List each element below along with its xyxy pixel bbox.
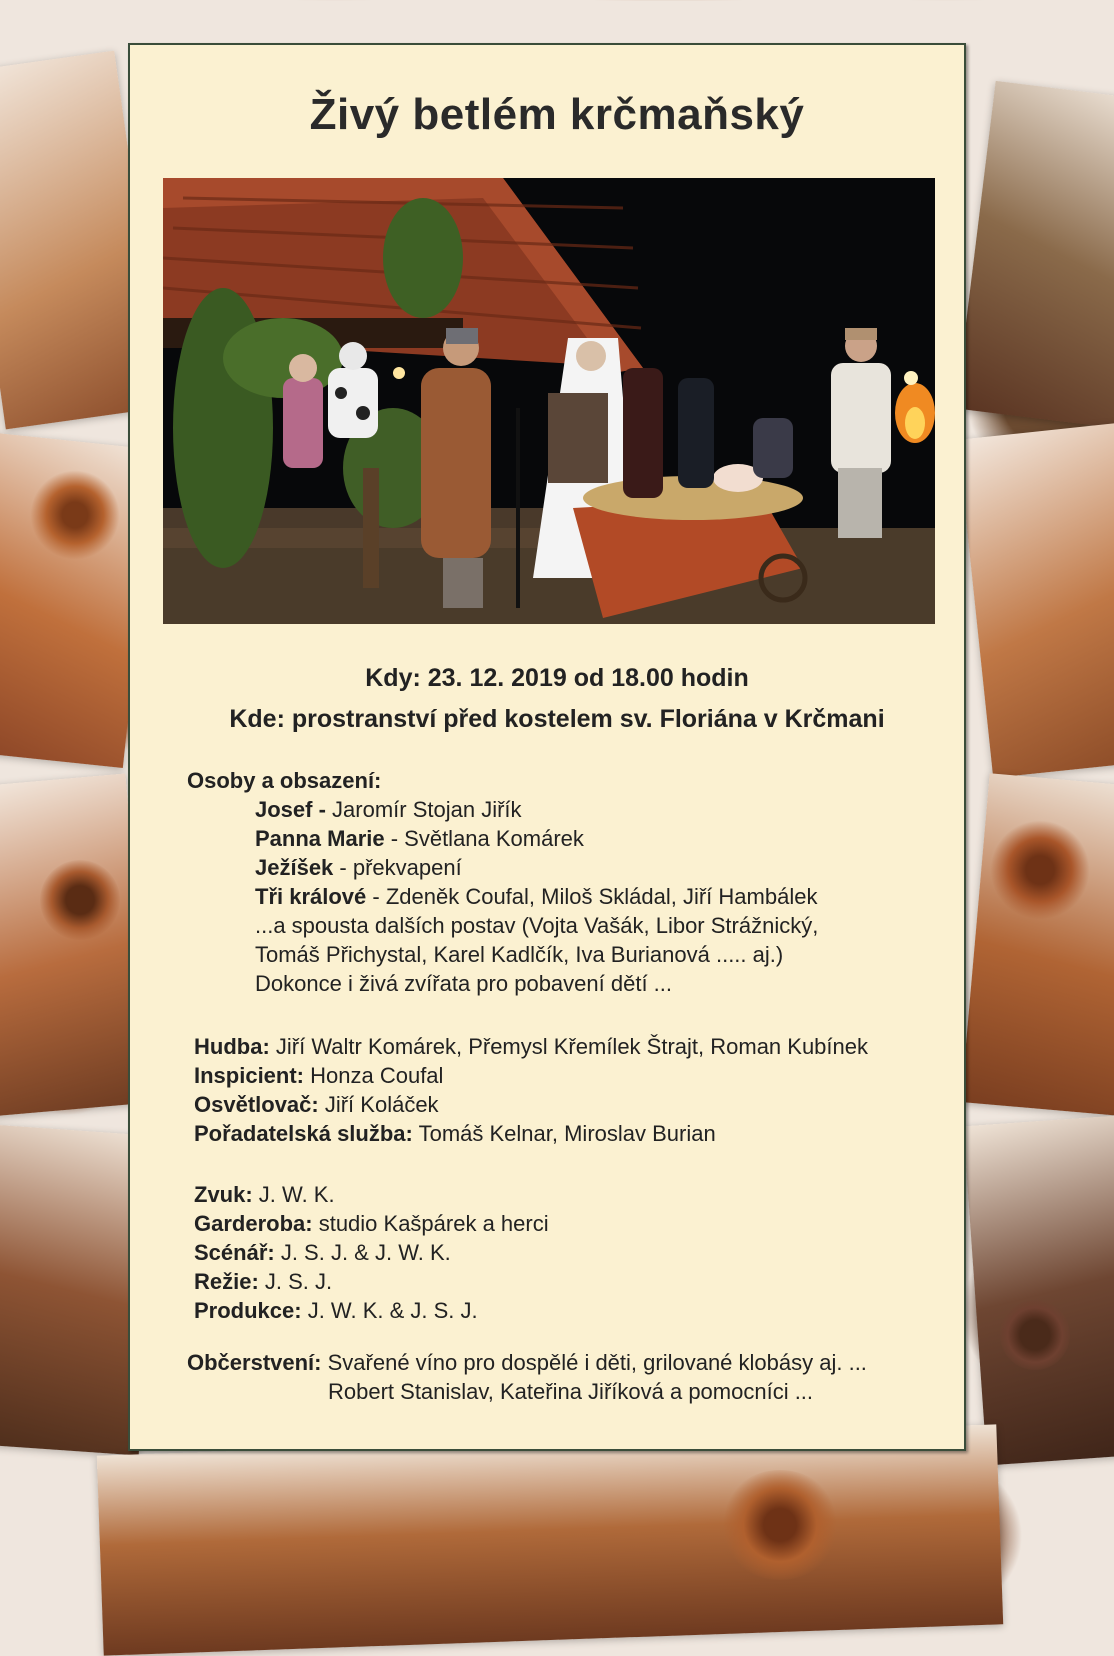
event-date: Kdy: 23. 12. 2019 od 18.00 hodin xyxy=(365,664,749,692)
crew-row: Produkce: J. W. K. & J. S. J. xyxy=(194,1298,478,1323)
cinnamon-decoration xyxy=(40,860,120,940)
crew-row: Osvětlovač: Jiří Koláček xyxy=(194,1092,439,1117)
star-anise-decoration xyxy=(990,820,1090,920)
cast-role-row: Panna Marie - Světlana Komárek xyxy=(255,826,584,851)
cast-heading: Osoby a obsazení: xyxy=(187,768,382,793)
crew-row: Pořadatelská služba: Tomáš Kelnar, Miroslav Burian xyxy=(194,1121,716,1146)
refreshments-section xyxy=(187,1348,867,1406)
poster-title: Živý betlém krčmaňský xyxy=(309,90,805,139)
event-location: Kde: prostranství před kostelem sv. Floriána v Krčmani xyxy=(229,705,885,733)
nativity-scene-illustration xyxy=(163,178,935,624)
crew-section xyxy=(194,1032,868,1148)
crew-row: Režie: J. S. J. xyxy=(194,1269,333,1294)
star-anise-decoration xyxy=(30,470,120,560)
clove-decoration xyxy=(1000,1300,1070,1370)
refreshments-text: Svařené víno pro dospělé i děti, grilované klobásy aj. ... xyxy=(321,1350,867,1375)
cast-role-row: Tři králové - Zdeněk Coufal, Miloš Skládal, Jiří Hambálek xyxy=(255,884,818,909)
refreshments-helpers: Robert Stanislav, Kateřina Jiříková a pomocníci ... xyxy=(328,1379,814,1404)
nativity-scene-photo xyxy=(163,178,935,624)
cast-others-line: Tomáš Přichystal, Karel Kadlčík, Iva Burianová ..... aj.) xyxy=(255,942,784,967)
crew-row: Zvuk: J. W. K. xyxy=(194,1182,335,1207)
cast-others-line: ...a spousta dalších postav (Vojta Vašák, Libor Strážnický, xyxy=(255,913,819,938)
refreshments-label: Občerstvení: xyxy=(187,1350,322,1375)
background-photo-tile xyxy=(963,1114,1114,1465)
cast-section xyxy=(187,766,818,998)
crew-row: Hudba: Jiří Waltr Komárek, Přemysl Křemílek Štrajt, Roman Kubínek xyxy=(194,1034,868,1059)
crew-row: Scénář: J. S. J. & J. W. K. xyxy=(194,1240,451,1265)
cast-role-row: Ježíšek - překvapení xyxy=(255,855,462,880)
star-anise-decoration xyxy=(720,1470,840,1580)
cast-role-row: Josef - Jaromír Stojan Jiřík xyxy=(255,797,522,822)
cast-others-line: Dokonce i živá zvířata pro pobavení dětí ... xyxy=(255,971,673,996)
production-section xyxy=(194,1180,549,1325)
background-photo-tile xyxy=(97,1424,1003,1655)
crew-row: Inspicient: Honza Coufal xyxy=(194,1063,444,1088)
crew-row: Garderoba: studio Kašpárek a herci xyxy=(194,1211,549,1236)
